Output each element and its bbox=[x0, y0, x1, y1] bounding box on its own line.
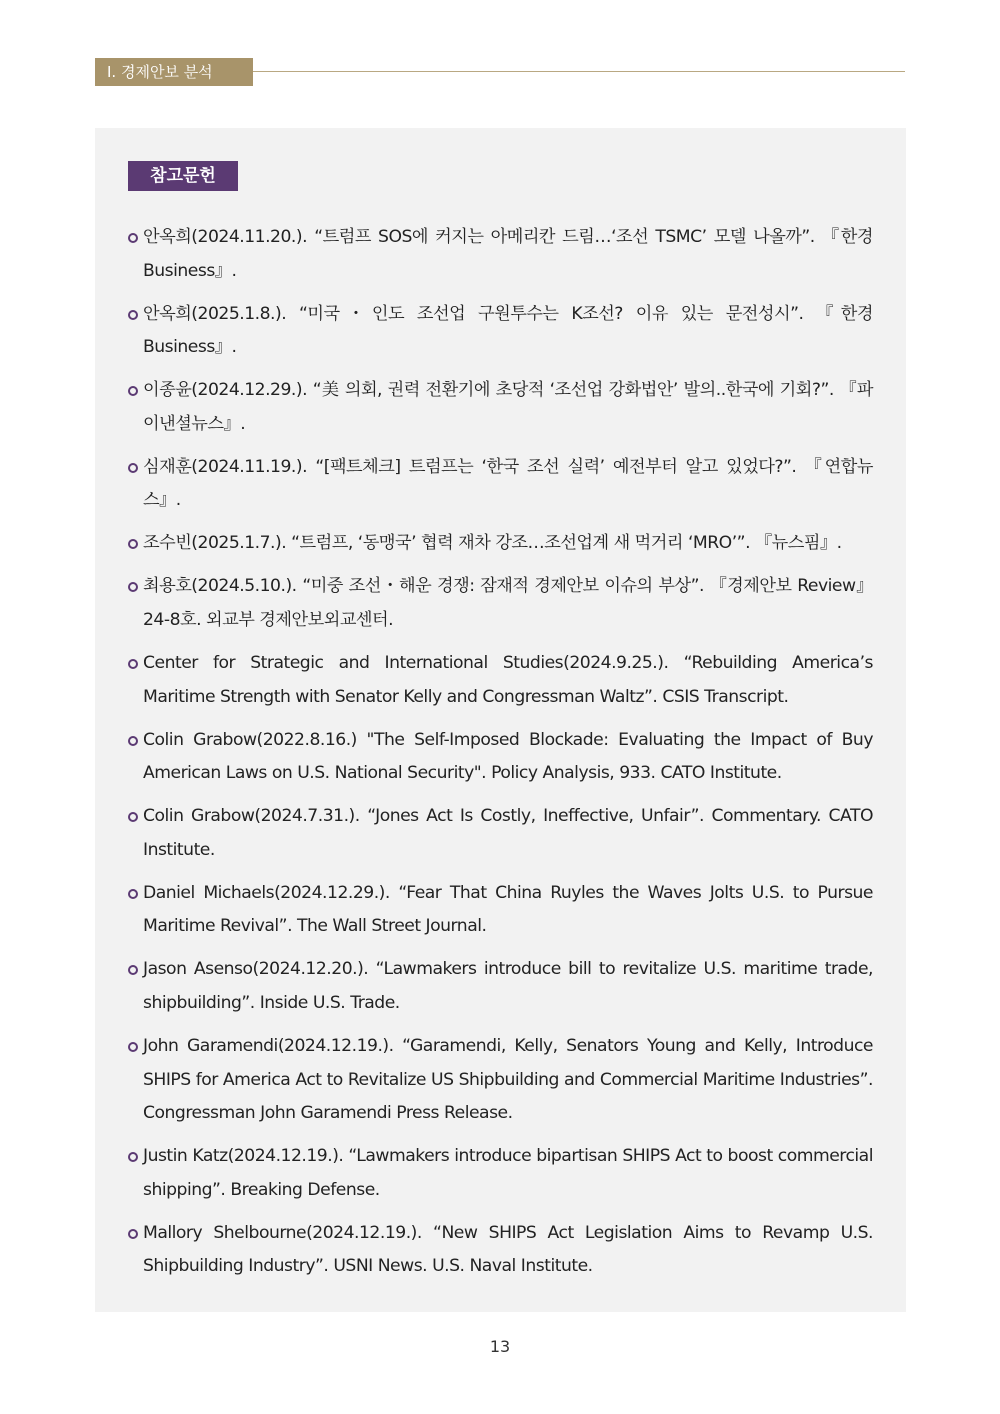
circle-bullet-icon bbox=[128, 1152, 138, 1162]
circle-bullet-icon bbox=[128, 736, 138, 746]
reference-text: 심재훈(2024.11.19.). “[팩트체크] 트럼프는 ‘한국 조선 실력’ 예전부터 알고 있었다?”. 『연합뉴스』. bbox=[143, 456, 873, 511]
reference-text: Justin Katz(2024.12.19.). “Lawmakers introduce bipartisan SHIPS Act to boost commercial shipping”. Breaking Defense. bbox=[143, 1146, 873, 1200]
references-list bbox=[128, 221, 873, 1293]
circle-bullet-icon bbox=[128, 310, 138, 320]
reference-item bbox=[128, 647, 873, 714]
circle-bullet-icon bbox=[128, 1042, 138, 1052]
reference-text: 이종윤(2024.12.29.). “美 의회, 권력 전환기에 초당적 ‘조선업 강화법안’ 발의..한국에 기회?”. 『파이낸셜뉴스』. bbox=[143, 380, 873, 434]
reference-item bbox=[128, 953, 873, 1020]
reference-text: Jason Asenso(2024.12.20.). “Lawmakers introduce bill to revitalize U.S. maritime trade, shipbuilding”. Inside U.S. Trade. bbox=[143, 959, 873, 1013]
reference-item bbox=[128, 527, 873, 561]
reference-item bbox=[128, 877, 873, 944]
circle-bullet-icon bbox=[128, 812, 138, 822]
references-title: 참고문헌 bbox=[128, 161, 238, 191]
reference-item bbox=[128, 1030, 873, 1131]
circle-bullet-icon bbox=[128, 659, 138, 669]
circle-bullet-icon bbox=[128, 539, 138, 549]
circle-bullet-icon bbox=[128, 965, 138, 975]
reference-text: Mallory Shelbourne(2024.12.19.). “New SHIPS Act Legislation Aims to Revamp U.S. Shipbuilding Industry”. USNI News. U.S. Naval Institute. bbox=[143, 1222, 873, 1277]
reference-text: 안옥희(2024.11.20.). “트럼프 SOS에 커지는 아메리칸 드림…‘조선 TSMC’ 모델 나올까”. 『한경 Business』. bbox=[143, 227, 873, 281]
reference-item bbox=[128, 570, 873, 637]
reference-item bbox=[128, 451, 873, 518]
reference-text: Colin Grabow(2022.8.16.) "The Self-Imposed Blockade: Evaluating the Impact of Buy American Laws on U.S. National Security". Policy Analysis, 933. CATO Institute. bbox=[143, 729, 873, 784]
reference-text: Daniel Michaels(2024.12.29.). “Fear That China Ruyles the Waves Jolts U.S. to Pursue Maritime Revival”. The Wall Street Journal. bbox=[143, 882, 873, 937]
reference-item bbox=[128, 374, 873, 441]
reference-item bbox=[128, 1140, 873, 1207]
reference-text: 최용호(2024.5.10.). “미중 조선・해운 경쟁: 잠재적 경제안보 이슈의 부상”. 『경제안보 Review』 24-8호. 외교부 경제안보외교센터. bbox=[143, 576, 873, 630]
circle-bullet-icon bbox=[128, 1229, 138, 1239]
reference-item bbox=[128, 298, 873, 365]
section-header-tag: Ⅰ. 경제안보 분석 bbox=[95, 58, 253, 86]
circle-bullet-icon bbox=[128, 889, 138, 899]
reference-item bbox=[128, 221, 873, 288]
header-divider bbox=[253, 71, 905, 72]
circle-bullet-icon bbox=[128, 463, 138, 473]
reference-text: 조수빈(2025.1.7.). “트럼프, ‘동맹국’ 협력 재차 강조…조선업계 새 먹거리 ‘MRO’”. 『뉴스핌』. bbox=[143, 533, 842, 554]
circle-bullet-icon bbox=[128, 233, 138, 243]
reference-text: Colin Grabow(2024.7.31.). “Jones Act Is Costly, Ineffective, Unfair”. Commentary. CATO Institute. bbox=[143, 806, 873, 860]
reference-item bbox=[128, 724, 873, 791]
page-number: 13 bbox=[489, 1337, 511, 1356]
reference-text: 안옥희(2025.1.8.). “미국・인도 조선업 구원투수는 K조선? 이유 있는 문전성시”. 『한경 Business』. bbox=[143, 303, 873, 358]
reference-text: Center for Strategic and International Studies(2024.9.25.). “Rebuilding America’s Maritime Strength with Senator Kelly and Congressman Waltz”. CSIS Transcript. bbox=[143, 653, 873, 707]
reference-item bbox=[128, 1217, 873, 1284]
circle-bullet-icon bbox=[128, 386, 138, 396]
reference-text: John Garamendi(2024.12.19.). “Garamendi, Kelly, Senators Young and Kelly, Introduce SHIPS for America Act to Revitalize US Shipbuilding and Commercial Maritime Industries”. Congressman John Garamendi Press Release. bbox=[143, 1036, 873, 1124]
reference-item bbox=[128, 800, 873, 867]
circle-bullet-icon bbox=[128, 582, 138, 592]
